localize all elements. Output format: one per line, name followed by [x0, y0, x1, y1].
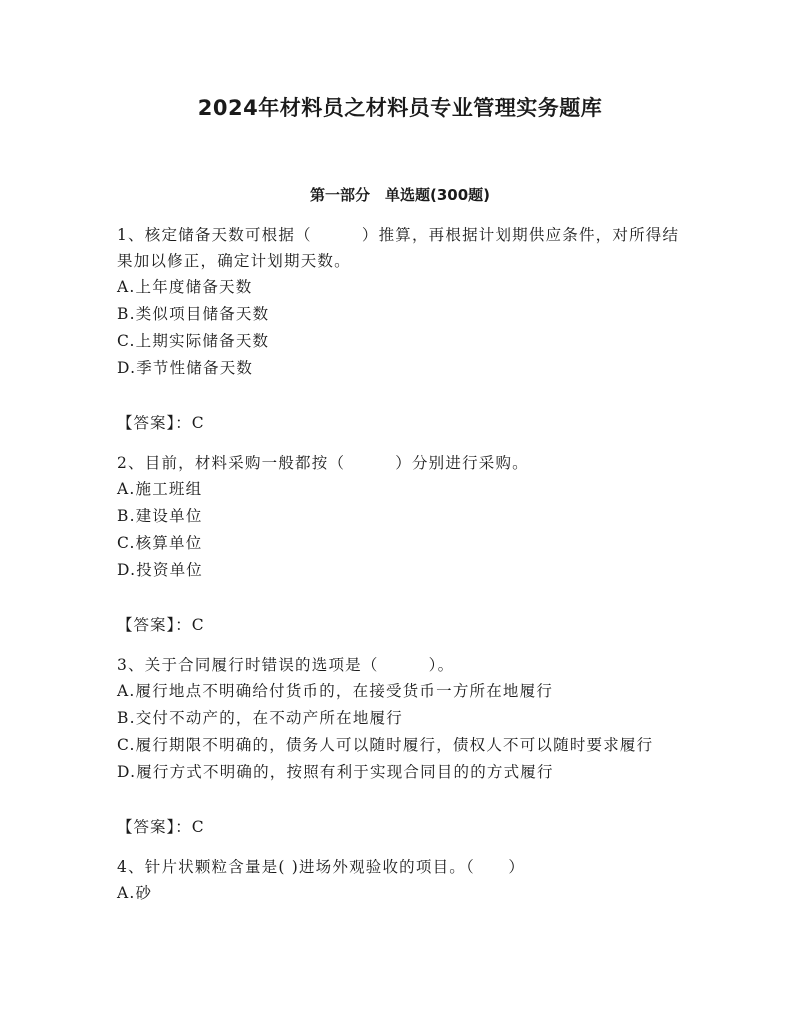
- option-b: B.类似项目储备天数: [117, 305, 270, 323]
- option-d: D.履行方式不明确的，按照有利于实现合同目的的方式履行: [117, 763, 554, 781]
- answer-line: [117, 612, 687, 638]
- option-d: D.季节性储备天数: [117, 359, 254, 377]
- answer-value: C: [191, 414, 205, 432]
- option-a: A.砂: [117, 884, 153, 902]
- section-title: 第一部分 单选题(300题): [309, 186, 491, 204]
- question-stem: 3、关于合同履行时错误的选项是（ ）。: [117, 656, 455, 674]
- question-stem: 4、针片状颗粒含量是( )进场外观验收的项目。（ ）: [117, 858, 526, 876]
- option-c: C.核算单位: [117, 534, 203, 552]
- answer-value: C: [191, 818, 205, 836]
- answer-value: C: [191, 616, 205, 634]
- answer-label: 【答案】：: [117, 818, 192, 836]
- question-stem: 1、核定储备天数可根据（ ）推算，再根据计划期供应条件，对所得结果加以修正，确定计划期天数。: [117, 226, 680, 270]
- answer-label: 【答案】：: [117, 616, 192, 634]
- option-c: C.履行期限不明确的，债务人可以随时履行，债权人不可以随时要求履行: [117, 736, 654, 754]
- question-3: [117, 652, 687, 840]
- answer-label: 【答案】：: [117, 414, 192, 432]
- question-1: [117, 222, 687, 436]
- question-2: [117, 450, 687, 638]
- option-a: A.施工班组: [117, 480, 203, 498]
- question-stem: 2、目前，材料采购一般都按（ ）分别进行采购。: [117, 454, 529, 472]
- option-c: C.上期实际储备天数: [117, 332, 270, 350]
- option-b: B.建设单位: [117, 507, 203, 525]
- question-list: [117, 222, 687, 907]
- question-4: [117, 854, 687, 907]
- option-a: A.上年度储备天数: [117, 278, 253, 296]
- option-a: A.履行地点不明确给付货币的，在接受货币一方所在地履行: [117, 682, 554, 700]
- document-title: 2024年材料员之材料员专业管理实务题库: [197, 96, 603, 120]
- option-d: D.投资单位: [117, 561, 204, 579]
- option-b: B.交付不动产的，在不动产所在地履行: [117, 709, 403, 727]
- answer-line: [117, 410, 687, 436]
- answer-line: [117, 814, 687, 840]
